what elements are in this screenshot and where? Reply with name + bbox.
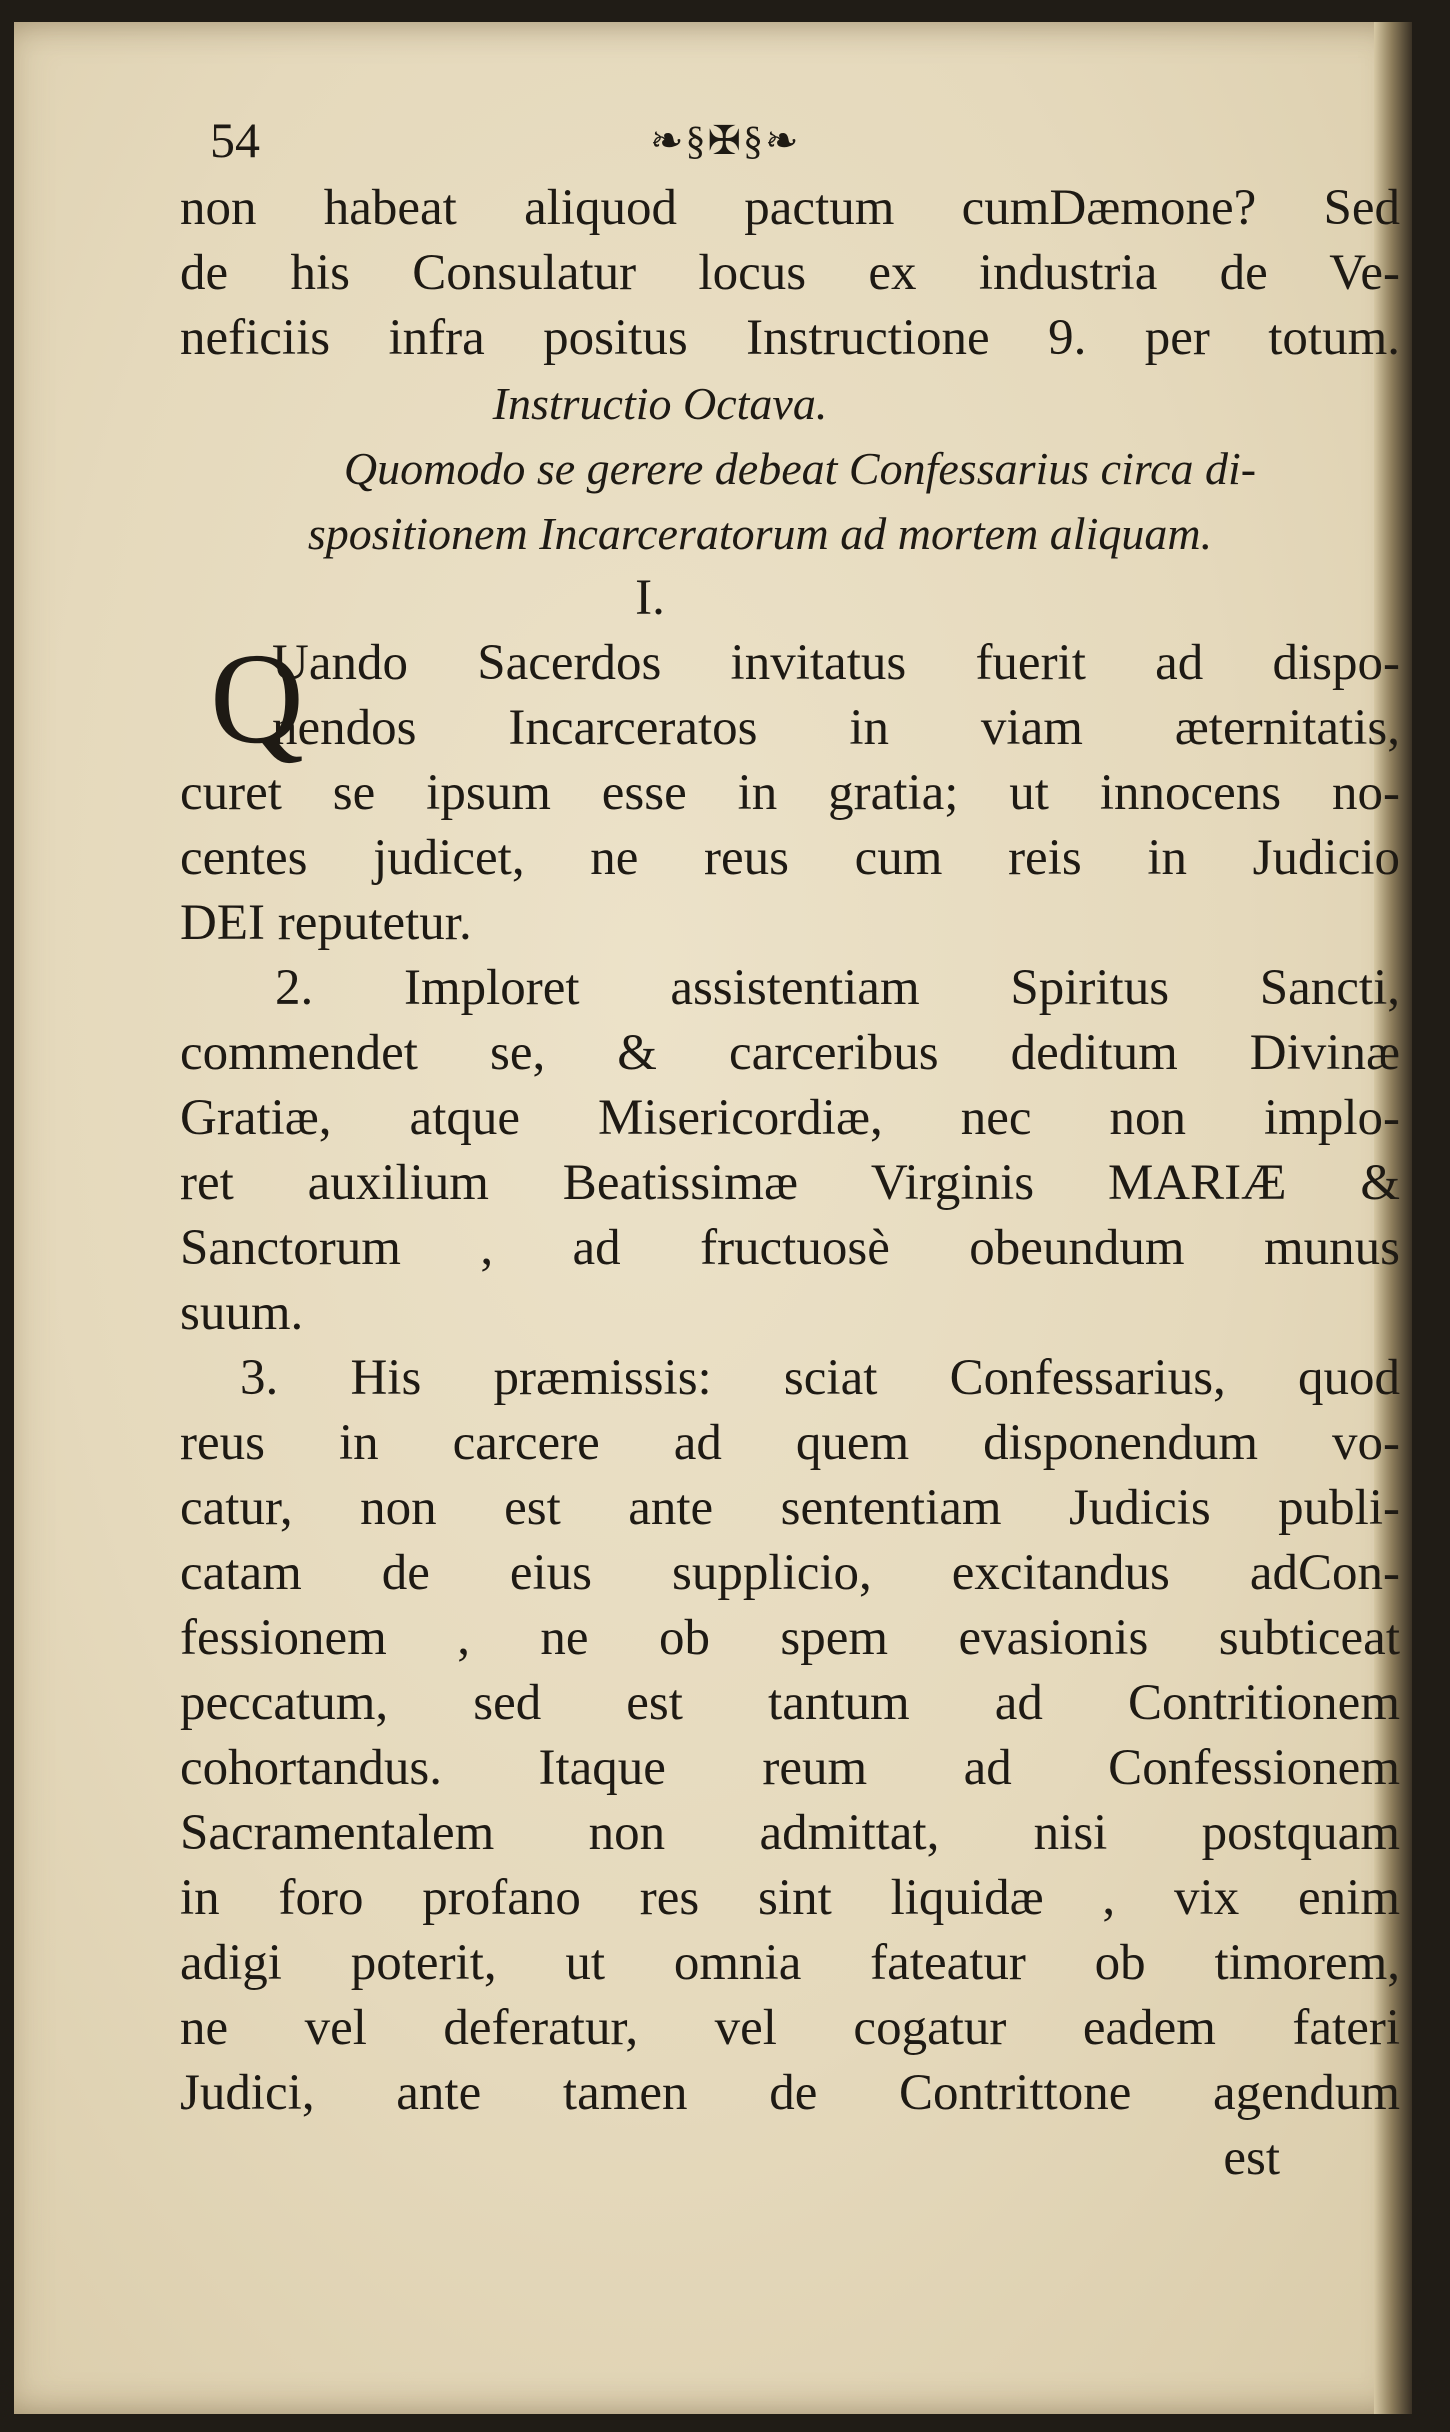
text-line: de his Consulatur locus ex industria de Ve- [180, 245, 1400, 301]
text-line: fessionem , ne ob spem evasionis subticeat [180, 1610, 1400, 1666]
header-ornament: ❧§✠§❧ [650, 118, 801, 163]
paragraph-1-opening [180, 627, 1400, 771]
section-subtitle-line: spositionem Incarceratorum ad mortem aliquam. [307, 508, 1213, 559]
text-line: ne vel deferatur, vel cogatur eadem fateri [180, 2000, 1400, 2056]
text-line: Sanctorum , ad fructuosè obeundum munus [180, 1220, 1400, 1276]
text-line: peccatum, sed est tantum ad Contritionem [180, 1675, 1400, 1731]
text-line: catur, non est ante sententiam Judicis publi- [180, 1480, 1400, 1536]
text-line: in foro profano res sint liquidæ , vix enim [180, 1870, 1400, 1926]
text-line: adigi poterit, ut omnia fateatur ob timorem, [180, 1935, 1400, 1991]
running-head [180, 108, 1400, 176]
text-line: nendos Incarceratos in viam æternitatis, [272, 700, 1400, 756]
text-line: Gratiæ, atque Misericordiæ, nec non implo- [180, 1090, 1400, 1146]
text-line: Uando Sacerdos invitatus fuerit ad dispo- [272, 635, 1400, 691]
text-line: suum. [180, 1285, 304, 1341]
catchword: est [1223, 2130, 1280, 2186]
text-line: commendet se, & carceribus deditum Divinæ [180, 1025, 1400, 1081]
text-line: neficiis infra positus Instructione 9. per totum. [180, 310, 1400, 366]
text-line: DEI reputetur. [180, 895, 472, 951]
drop-cap: Q [210, 627, 304, 771]
text-line: centes judicet, ne reus cum reis in Judicio [180, 830, 1400, 886]
text-line: Sacramentalem non admittat, nisi postquam [180, 1805, 1400, 1861]
text-line: reus in carcere ad quem disponendum vo- [180, 1415, 1400, 1471]
section-number: I. [635, 570, 665, 626]
section-subtitle-line: Quomodo se gerere debeat Confessarius circa di- [343, 443, 1257, 494]
text-line: 2. Imploret assistentiam Spiritus Sancti, [275, 960, 1400, 1016]
text-line: ret auxilium Beatissimæ Virginis MARIÆ & [180, 1155, 1400, 1211]
text-line: curet se ipsum esse in gratia; ut innocens no- [180, 765, 1400, 821]
text-line: cohortandus. Itaque reum ad Confessionem [180, 1740, 1400, 1796]
text-line: catam de eius supplicio, excitandus adCon- [180, 1545, 1400, 1601]
text-line: non habeat aliquod pactum cumDæmone? Sed [180, 180, 1400, 236]
page-number: 54 [210, 112, 260, 168]
text-line: 3. His præmissis: sciat Confessarius, quod [240, 1350, 1400, 1406]
page-text [180, 108, 1400, 2191]
section-title: Instructio Octava. [492, 378, 828, 429]
text-line: Judici, ante tamen de Contrittone agendum [180, 2065, 1400, 2121]
